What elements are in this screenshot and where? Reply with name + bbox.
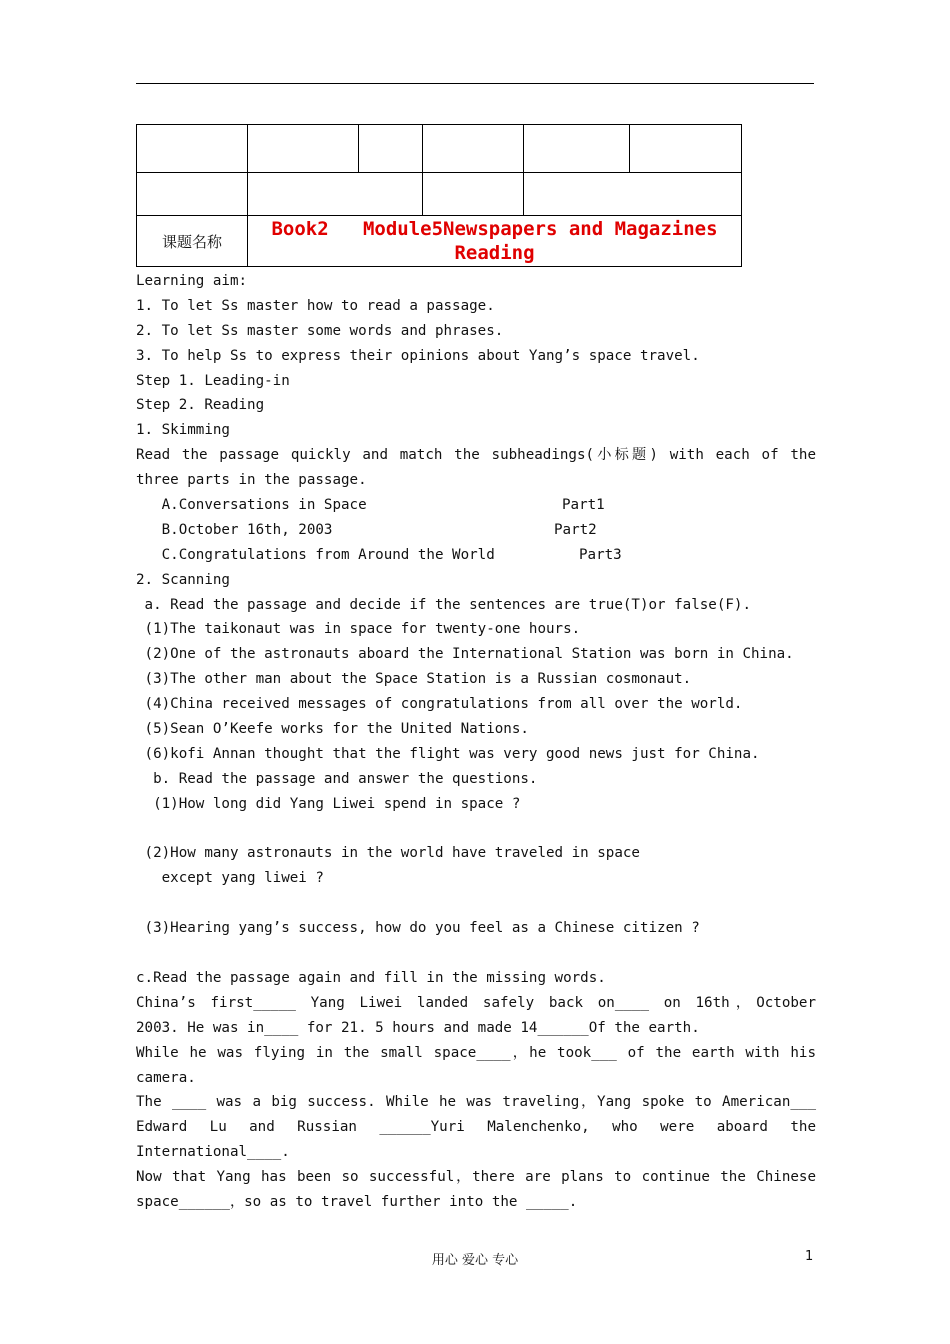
question-item: except yang liwei ?: [136, 870, 324, 887]
worksheet-body: [136, 269, 816, 1215]
cloze-line: Edward Lu and Russian ______Yuri Malenchenko, who were aboard the: [136, 1119, 816, 1136]
part-label: Part1: [562, 497, 605, 514]
subheading: C.Congratulations from Around the World: [136, 546, 495, 563]
table-cell: [630, 125, 742, 173]
instruction-line: c.Read the passage again and fill in the missing words.: [136, 969, 606, 986]
cloze-line: 2003. He was in____ for 21. 5 hours and made 14______Of the earth.: [136, 1019, 700, 1036]
course-name-label: 课题名称: [137, 216, 248, 267]
blank-line: [136, 891, 816, 916]
question-item: (1)How long did Yang Liwei spend in space ?: [136, 795, 521, 812]
section-heading: 2. Scanning: [136, 571, 230, 588]
table-cell: [423, 173, 524, 216]
table-cell: [137, 173, 248, 216]
aim-item: 1. To let Ss master how to read a passage.: [136, 297, 495, 314]
page-footer: 用心 爱心 专心: [431, 1253, 519, 1268]
true-false-item: (4)China received messages of congratulations from all over the world.: [136, 696, 743, 713]
blank-line: [136, 817, 816, 842]
aim-item: 2. To let Ss master some words and phrases.: [136, 322, 504, 339]
instruction-line: Read the passage quickly and match the subheadings(小标题) with each of the: [136, 447, 816, 464]
subheading: B.October 16th, 2003: [136, 521, 333, 538]
table-cell: [359, 125, 423, 173]
true-false-item: (3)The other man about the Space Station is a Russian cosmonaut.: [136, 671, 692, 688]
question-item: (2)How many astronauts in the world have traveled in space: [136, 845, 640, 862]
part-label: Part2: [554, 521, 597, 538]
course-title-line1: Book2 Module5Newspapers and Magazines: [271, 218, 718, 240]
true-false-item: (1)The taikonaut was in space for twenty-one hours.: [136, 621, 581, 638]
match-row: [136, 518, 816, 543]
cloze-line: China’s first_____ Yang Liwei landed safely back on____ on 16th，October: [136, 994, 816, 1011]
course-title-line2: Reading: [454, 242, 535, 264]
table-row: [137, 125, 742, 173]
aim-item: 3. To help Ss to express their opinions about Yang’s space travel.: [136, 347, 700, 364]
page-number: 1: [805, 1249, 814, 1264]
step-heading: Step 2. Reading: [136, 397, 265, 414]
part-label: Part3: [579, 546, 622, 563]
course-info-table: [136, 124, 742, 267]
table-cell: [248, 125, 359, 173]
cloze-line: space______，so as to travel further into the _____.: [136, 1193, 578, 1210]
match-row: [136, 543, 816, 568]
cloze-line: International____.: [136, 1144, 290, 1161]
table-cell: [137, 125, 248, 173]
learning-aim-heading: Learning aim:: [136, 273, 248, 289]
cloze-line: The ____ was a big success. While he was traveling，Yang spoke to American___: [136, 1094, 816, 1111]
header-rule: [136, 83, 814, 84]
subheading: A.Conversations in Space: [136, 497, 367, 514]
question-item: (3)Hearing yang’s success, how do you feel as a Chinese citizen ?: [136, 920, 700, 937]
true-false-item: (2)One of the astronauts aboard the International Station was born in China.: [136, 646, 794, 663]
true-false-item: (6)kofi Annan thought that the flight was very good news just for China.: [136, 745, 760, 762]
table-cell: [524, 173, 742, 216]
table-cell: [248, 173, 423, 216]
blank-line: [136, 941, 816, 966]
course-title: [248, 216, 742, 267]
cloze-line: While he was flying in the small space____，he took___ of the earth with his: [136, 1044, 816, 1061]
step-heading: Step 1. Leading-in: [136, 372, 290, 389]
true-false-item: (5)Sean O’Keefe works for the United Nations.: [136, 721, 529, 738]
cloze-line: camera.: [136, 1069, 196, 1086]
table-row: [137, 173, 742, 216]
match-row: [136, 493, 816, 518]
table-row: [137, 216, 742, 267]
instruction-line: a. Read the passage and decide if the sentences are true(T)or false(F).: [136, 596, 751, 613]
instruction-line: b. Read the passage and answer the questions.: [136, 770, 538, 787]
table-cell: [423, 125, 524, 173]
section-heading: 1. Skimming: [136, 422, 230, 439]
cloze-line: Now that Yang has been so successful，there are plans to continue the Chinese: [136, 1169, 816, 1186]
table-cell: [524, 125, 630, 173]
instruction-line: three parts in the passage.: [136, 472, 367, 489]
